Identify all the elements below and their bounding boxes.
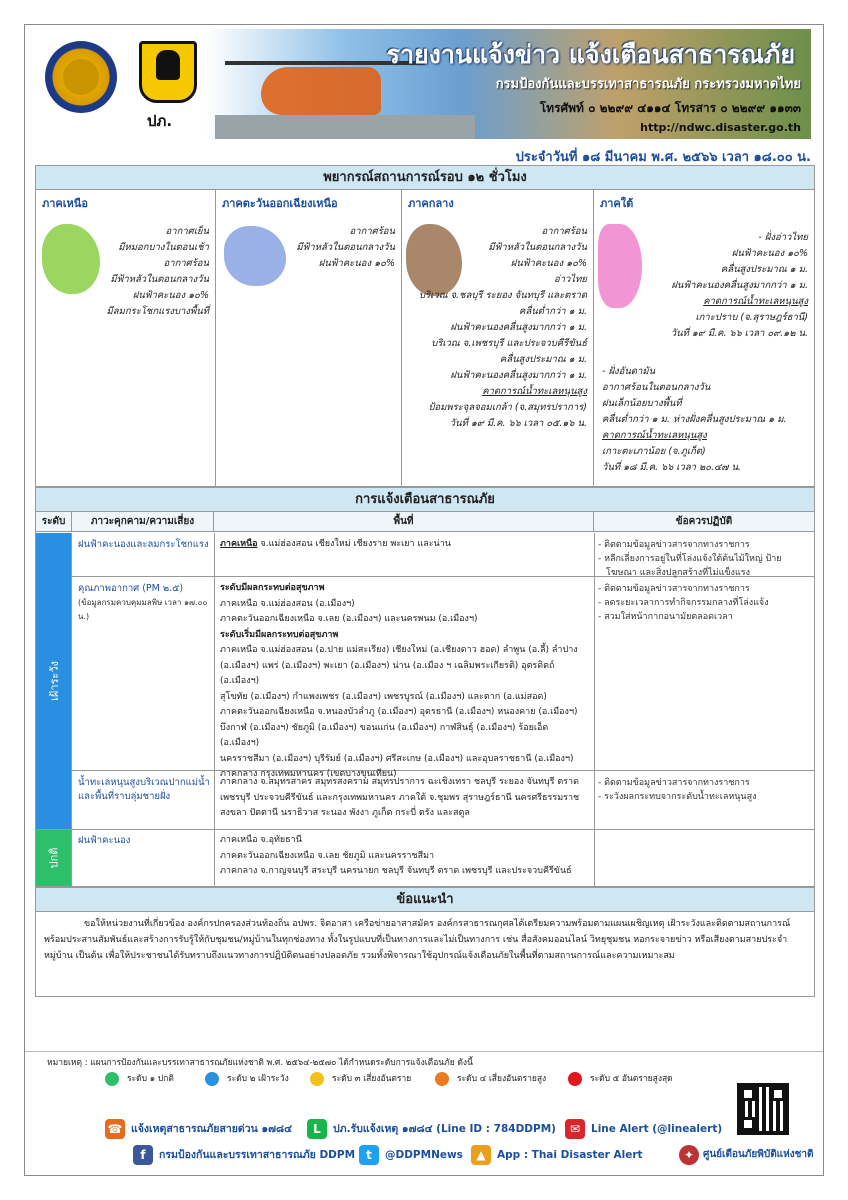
actions-thunderstorm: - ติดตามข้อมูลข่าวสารจากทางราชการ - หลีกเลี่ยงการอยู่ในที่โล่งแจ้งใต้ต้นไม้ใหญ่ ป้ายโฆษณา และสิ่งปลูกสร้างที่ไม่แข็งแรง <box>598 540 782 578</box>
south-andaman-forecast-text: - ฝั่งอันดามัน อากาศร้อนในตอนกลางวัน ฝนเล็กน้อยบางพื้นที่ คลื่นต่ำกว่า ๑ ม. ห่างฝั่งคลื่นสูงประมาณ ๑ ม. คาดการณ์น้ำทะเลหนุนสูง เกาะตะเภาน้อย (จ.ภูเก็ต) วันที่ ๑๘ มี.ค. ๖๖ เวลา ๒๐.๔๗ น. <box>602 366 787 473</box>
warning-level-legend <box>105 1069 725 1089</box>
hazard-high-tide: น้ำทะเลหนุนสูงบริเวณปากแม่น้ำและพื้นที่ราบลุ่มชายฝั่ง <box>78 777 210 802</box>
area-thunderstorm: ภาคเหนือ จ.แม่ฮ่องสอน เชียงใหม่ เชียงราย พะเยา และน่าน <box>220 539 451 549</box>
app-text[interactable]: App : Thai Disaster Alert <box>497 1149 643 1161</box>
twitter-icon: t <box>359 1145 379 1165</box>
north-forecast-text: อากาศเย็น มีหมอกบางในตอนเช้า อากาศร้อน มีฟ้าหลัวในตอนกลางวัน ฝนฟ้าคะนอง ๑๐% มีลมกระโชกแรงบางพื้นที่ <box>106 226 209 317</box>
facebook-text[interactable]: กรมป้องกันและบรรเทาสาธารณภัย DDPM <box>159 1149 356 1161</box>
south-map-icon <box>598 224 642 308</box>
ddpm-hand-logo-icon <box>139 41 197 103</box>
legend-dot-1 <box>105 1072 119 1086</box>
legend-dot-5 <box>568 1072 582 1086</box>
area-high-tide: ภาคกลาง จ.สมุทรสาคร สมุทรสงคราม สมุทรปราการ ฉะเชิงเทรา ชลบุรี ระยอง จันทบุรี ตราด เพชรบุรี ประจวบคีรีขันธ์ และกรุงเทพมหานคร ภาคใต้ จ.ชุมพร สุราษฎร์ธานี นครศรีธรรมราช สงขลา ปัตตานี นราธิวาส ระนอง พังงา ภูเก็ต กระบี่ ตรัง และสตูล <box>220 777 580 818</box>
region-south-title: ภาคใต้ <box>600 197 634 210</box>
level-watch-cell <box>36 533 72 829</box>
twitter-text[interactable]: @DDPMNews <box>385 1149 463 1161</box>
report-page <box>24 24 824 1176</box>
legend-dot-4 <box>435 1072 449 1086</box>
header-hazard: ภาวะคุกคาม/ความเสี่ยง <box>72 512 214 532</box>
forecast-title: พยากรณ์สถานการณ์รอบ ๑๒ ชั่วโมง <box>36 166 814 190</box>
column-divider <box>594 533 595 886</box>
header-actions: ข้อควรปฏิบัติ <box>675 516 733 527</box>
facebook-icon: f <box>133 1145 153 1165</box>
region-central-title: ภาคกลาง <box>408 197 454 210</box>
row-divider <box>36 829 814 830</box>
region-northeast <box>216 190 402 486</box>
line-app-icon: L <box>307 1119 327 1139</box>
header-banner <box>35 29 811 139</box>
center-name: ศูนย์เตือนภัยพิบัติแห่งชาติ <box>703 1149 814 1160</box>
header-level: ระดับ <box>36 512 72 532</box>
report-title: รายงานแจ้งข่าว แจ้งเตือนสาธารณภัย <box>386 40 795 69</box>
line-alert-text[interactable]: Line Alert (@linealert) <box>591 1123 723 1135</box>
level-watch-label: เฝ้าระวัง <box>47 661 61 701</box>
app-icon: ▲ <box>471 1145 491 1165</box>
level-normal-cell <box>36 830 72 886</box>
advice-section <box>35 887 815 997</box>
warning-section <box>35 487 815 887</box>
region-south <box>594 190 814 486</box>
area-normal-thunderstorm: ภาคเหนือ จ.อุทัยธานี ภาคตะวันออกเฉียงเหนือ จ.เลย ชัยภูมิ และนครราชสีมา ภาคกลาง จ.กาญจนบุรี สระบุรี นครนายก ชลบุรี จันทบุรี ตราด เพชรบุรี และประจวบคีรีขันธ์ <box>220 835 572 876</box>
region-north <box>36 190 216 486</box>
region-northeast-title: ภาคตะวันออกเฉียงเหนือ <box>222 197 338 210</box>
ndwc-emblem-icon: ✦ <box>679 1145 699 1165</box>
warning-title: การแจ้งเตือนสาธารณภัย <box>36 488 814 512</box>
legend-label-1: ระดับ ๑ ปกติ <box>127 1074 174 1084</box>
actions-pm25: - ติดตามข้อมูลข่าวสารจากทางราชการ - ลดระยะเวลาการทำกิจกรรมกลางที่โล่งแจ้ง - สวมใส่หน้ากากอนามัยตลอดเวลา <box>598 584 769 622</box>
contact-phone: โทรศัพท์ ๐ ๒๒๙๙ ๔๑๑๔ โทรสาร ๐ ๒๒๙๙ ๑๑๓๓ <box>539 101 801 115</box>
central-forecast-text: อากาศร้อน มีฟ้าหลัวในตอนกลางวัน ฝนฟ้าคะนอง ๑๐% อ่าวไทย บริเวณ จ.ชลบุรี ระยอง จันทบุรี และตราด คลื่นต่ำกว่า ๑ ม. ฝนฟ้าคะนองคลื่นสูงมากกว่า ๑ ม. บริเวณ จ.เพชรบุรี และประจวบคีรีขันธ์ คลื่นสูงประมาณ ๑ ม. ฝนฟ้าคะนองคลื่นสูงมากกว่า ๑ ม. คาดการณ์น้ำทะเลหนุนสูง ป้อมพระจุลจอมเกล้า (จ.สมุทรปราการ) วันที่ ๑๙ มี.ค. ๖๖ เวลา ๐๕.๑๖ น. <box>419 226 587 429</box>
line-id-text[interactable]: ปภ.รับแจ้งเหตุ ๑๗๘๔ (Line ID : 784DDPM) <box>333 1123 556 1135</box>
hazard-thunderstorm: ฝนฟ้าคะนองและลมกระโชกแรง <box>78 539 209 550</box>
line-alert-icon: ✉ <box>565 1119 585 1139</box>
region-north-title: ภาคเหนือ <box>42 197 88 210</box>
level-normal-label: ปกติ <box>47 847 61 869</box>
legend-dot-3 <box>310 1072 324 1086</box>
warning-table-header <box>36 512 814 532</box>
footer-divider <box>25 1051 823 1052</box>
northeast-map-icon <box>224 226 286 286</box>
organization-name: กรมป้องกันและบรรเทาสาธารณภัย กระทรวงมหาดไทย <box>495 77 801 92</box>
region-central <box>402 190 594 486</box>
area-pm25: ระดับมีผลกระทบต่อสุขภาพ ภาคเหนือ จ.แม่ฮ่องสอน (อ.เมืองฯ) ภาคตะวันออกเฉียงเหนือ จ.เลย (อ.เมืองฯ) และนครพนม (อ.เมืองฯ) ระดับเริ่มมีผลกระทบต่อสุขภาพ ภาคเหนือ จ.แม่ฮ่องสอน (อ.ปาย แม่สะเรียง) เชียงใหม่ (อ.เชียงดาว ฮอด) ลำพูน (อ.ลี้) ลำปาง (อ.เมืองฯ) แพร่ (อ.เมืองฯ) พะเยา (อ.เมืองฯ) น่าน (อ.เมือง ฯ เฉลิมพระเกียรติ) อุตรดิตถ์ (อ.เมืองฯ) สุโขทัย (อ.เมืองฯ) กำแพงเพชร (อ.เมืองฯ) เพชรบูรณ์ (อ.เมืองฯ) และตาก (อ.แม่สอด) ภาคตะวันออกเฉียงเหนือ จ.หนองบัวลำภู (อ.เมืองฯ) อุดรธานี (อ.เมืองฯ) หนองคาย (อ.เมืองฯ) บึงกาฬ (อ.เมืองฯ) ชัยภูมิ (อ.เมืองฯ) ขอนแก่น (อ.เมืองฯ) กาฬสินธุ์ (อ.เมืองฯ) ร้อยเอ็ด (อ.เมืองฯ) นครราชสีมา (อ.เมืองฯ) บุรีรัมย์ (อ.เมืองฯ) ศรีสะเกษ (อ.เมืองฯ) และอุบลราชธานี (อ.เมืองฯ) ภาคกลาง กรุงเทพมหานคร (เขตบางขุนเทียน) <box>220 583 578 779</box>
report-date: ประจำวันที่ ๑๘ มีนาคม พ.ศ. ๒๕๖๖ เวลา ๑๘.๐๐ น. <box>515 150 811 165</box>
website-link[interactable]: http://ndwc.disaster.go.th <box>640 121 801 134</box>
phone-hotline-icon: ☎ <box>105 1119 125 1139</box>
actions-high-tide: - ติดตามข้อมูลข่าวสารจากทางราชการ - ระวังผลกระทบจากระดับน้ำทะเลหนุนสูง <box>598 778 757 802</box>
footer-note: หมายเหตุ : แผนการป้องกันและบรรเทาสาธารณภัยแห่งชาติ พ.ศ. ๒๕๖๔-๒๕๗๐ ได้กำหนดระดับการแจ้งเตือนภัย ดังนี้ <box>47 1058 473 1068</box>
hazard-normal-thunderstorm: ฝนฟ้าคะนอง <box>78 835 131 846</box>
column-divider <box>214 533 215 886</box>
forecast-section <box>35 165 815 487</box>
hazard-pm25: คุณภาพอากาศ (PM ๒.๕) (ข้อมูลกรมควบคุมมลพิษ เวลา ๑๗.๐๐ น.) <box>78 583 208 621</box>
north-map-icon <box>42 224 100 294</box>
qr-code-icon[interactable] <box>737 1083 789 1135</box>
header-area: พื้นที่ <box>214 512 594 532</box>
legend-label-3: ระดับ ๓ เสี่ยงอันตราย <box>332 1074 412 1084</box>
legend-dot-2 <box>205 1072 219 1086</box>
legend-label-4: ระดับ ๔ เสี่ยงอันตรายสูง <box>457 1074 547 1084</box>
northeast-forecast-text: อากาศร้อน มีฟ้าหลัวในตอนกลางวัน ฝนฟ้าคะนอง ๑๐% <box>296 226 395 269</box>
advice-title: ข้อแนะนำ <box>36 888 814 912</box>
banner-photo-ground <box>215 115 475 139</box>
legend-label-2: ระดับ ๒ เฝ้าระวัง <box>227 1074 289 1084</box>
logo-text: ปภ. <box>147 112 173 130</box>
advice-text: ขอให้หน่วยงานที่เกี่ยวข้อง องค์กรปกครองส่วนท้องถิ่น อปพร. จิตอาสา เครือข่ายอาสาสมัคร องค์กรสาธารณกุศลได้เตรียมความพร้อมตามแผนเผชิญเหตุ เฝ้าระวังและติดตามสถานการณ์ พร้อมประสานสัมพันธ์และสร้างการรับรู้ให้กับชุมชน/หมู่บ้านในทุกช่องทาง ทั้งในรูปแบบที่เป็นทางการและไม่เป็นทางการ เช่น สื่อสังคมออนไลน์ วิทยุชุมชน หอกระจายข่าว หรือเสียงตามสายประจำหมู่บ้าน เป็นต้น เพื่อให้ประชาชนได้รับทราบถึงแนวทางการปฏิบัติตนอย่างปลอดภัย รวมทั้งพิจารณาใช้อุปกรณ์แจ้งเตือนภัยในพื้นที่ตามสถานการณ์และความเหมาะสม <box>44 919 791 961</box>
hotline-text[interactable]: แจ้งเหตุสาธารณภัยสายด่วน ๑๗๘๔ <box>131 1123 293 1135</box>
ministry-seal-icon <box>45 41 117 113</box>
legend-label-5: ระดับ ๕ อันตรายสูงสุด <box>590 1074 673 1084</box>
south-gulf-forecast-text: - ฝั่งอ่าวไทย ฝนฟ้าคะนอง ๑๐% คลื่นสูงประมาณ ๑ ม. ฝนฟ้าคะนองคลื่นสูงมากกว่า ๑ ม. คาดการณ์น้ำทะเลหนุนสูง เกาะปราบ (จ.สุราษฎร์ธานี) วันที่ ๑๙ มี.ค. ๖๖ เวลา ๐๙.๑๒ น. <box>670 232 808 339</box>
